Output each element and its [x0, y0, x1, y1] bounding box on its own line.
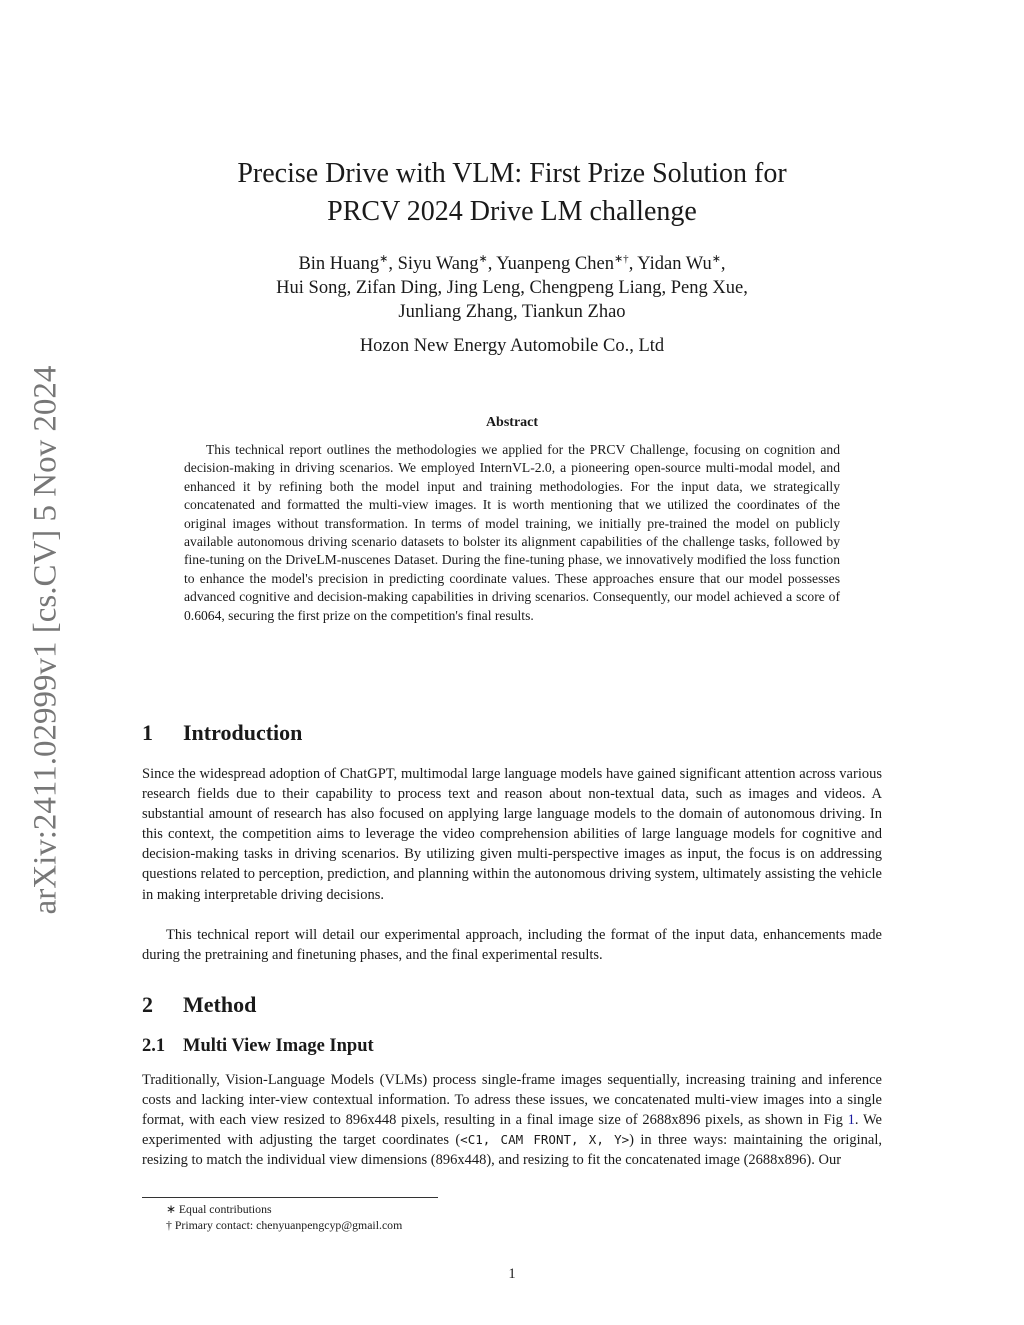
footnote-mark: † — [166, 1218, 172, 1232]
paper-title — [142, 155, 882, 231]
abstract-text: This technical report outlines the methodologies we applied for the PRCV Challenge, focusing on cognition and decision-making in driving scenarios. We employed InternVL-2.0, a pioneering open-source multi-modal model, and enhanced it by refining both the model input and training methodologies. For the input data, we strategically concatenated and formatted the multi-view images. It is worth mentioning that we utilized the coordinates of the original images without transformation. In terms of model training, we initially pre-trained the model on publicly available autonomous driving scenario datasets to bolster its alignment capabilities of the challenge tasks, followed by fine-tuning on the DriveLM-nuscenes Dataset. During the fine-tuning phase, we innovatively modified the loss function to enhance the model's precision in predicting coordinate values. These approaches ensure that our model possesses advanced cognitive and decision-making capabilities in driving scenarios. Consequently, our model achieved a score of 0.6064, securing the first prize on the competition's final results. — [184, 442, 840, 623]
footnote-mark: ∗ — [166, 1202, 176, 1216]
footnote-rule — [142, 1197, 438, 1198]
subsection-title: Multi View Image Input — [183, 1036, 374, 1056]
arxiv-sidebar-stamp — [14, 340, 78, 940]
author-3: , Yuanpeng Chen — [487, 254, 614, 275]
multiview-text-b: . We experimented with adjusting the target coordinates ( — [142, 1112, 882, 1149]
coordinate-code: <C1, CAM FRONT, X, Y> — [460, 1132, 630, 1148]
title-line-1: Precise Drive with VLM: First Prize Solution for — [237, 158, 787, 189]
author-1: Bin Huang — [298, 254, 380, 275]
multiview-text-a: Traditionally, Vision-Language Models (VLMs) process single-frame images sequentially, increasing training and inference costs and lacking inter-view contextual information. To adress these issues, we concatenated multi-view images into a single format, with each view resized to 896x448 pixels, resulting in a final image size of 2688x896 pixels, as shown in Fig — [142, 1072, 882, 1129]
arxiv-identifier: arXiv:2411.02999v1 [cs.CV] 5 Nov 2024 — [27, 365, 64, 915]
author-2-mark: ∗ — [478, 253, 488, 265]
author-1-mark: ∗ — [379, 253, 389, 265]
footnote-primary-contact — [166, 1218, 402, 1233]
author-line-1 — [142, 247, 882, 276]
subsection-number: 2.1 — [142, 1036, 166, 1056]
author-4-tail: , — [720, 254, 726, 275]
section-number: 1 — [142, 720, 153, 745]
intro-paragraph-2: This technical report will detail our experimental approach, including the format of the input data, enhancements made during the pretraining and finetuning phases, and the final experimental results. — [142, 927, 882, 964]
title-line-2: PRCV 2024 Drive LM challenge — [327, 196, 697, 227]
section-title: Method — [183, 992, 257, 1017]
abstract-heading: Abstract — [485, 415, 539, 430]
author-2: , Siyu Wang — [388, 254, 479, 275]
intro-paragraph-1: Since the widespread adoption of ChatGPT, multimodal large language models have gained significant attention across various research fields due to their capability to process text and reason about non-textual data, such as images and videos. A substantial amount of research has also focused on applying large language models to the domain of autonomous driving. In this context, the competition aims to leverage the video comprehension abilities of large language models for cognitive and decision-making tasks in driving scenarios. By utilizing given multi-perspective images as input, the focus is on addressing questions related to perception, prediction, and planning within the autonomous driving system, ultimately assisting the vehicle in making interpretable driving decisions. — [142, 766, 882, 903]
multiview-paragraph-1 — [142, 1070, 882, 1170]
footnote-text: Equal contributions — [175, 1202, 272, 1216]
section-heading-introduction — [142, 720, 302, 746]
author-4-mark: ∗ — [711, 253, 721, 265]
multiview-text-c: ) in three ways: maintaining the original, resizing to match the individual view dimensions (896x448), and resizing to fit the concatenated image (2688x896). Our — [142, 1132, 882, 1169]
author-list — [142, 247, 882, 324]
subsection-heading-multiview — [142, 1036, 374, 1057]
footnote-text: Primary contact: chenyuanpengcyp@gmail.com — [171, 1218, 403, 1232]
footnote-equal-contribution — [166, 1202, 272, 1217]
author-line-3: Junliang Zhang, Tiankun Zhao — [398, 302, 626, 323]
author-4: , Yidan Wu — [628, 254, 712, 275]
section-title: Introduction — [183, 720, 303, 745]
page-number: 1 — [508, 1266, 516, 1282]
section-number: 2 — [142, 992, 153, 1017]
author-3-mark: ∗† — [613, 253, 629, 265]
figure-reference-link[interactable]: 1 — [847, 1112, 855, 1129]
section-heading-method — [142, 992, 256, 1018]
author-line-2: Hui Song, Zifan Ding, Jing Leng, Chengpeng Liang, Peng Xue, — [276, 278, 748, 299]
affiliation: Hozon New Energy Automobile Co., Ltd — [359, 336, 665, 356]
